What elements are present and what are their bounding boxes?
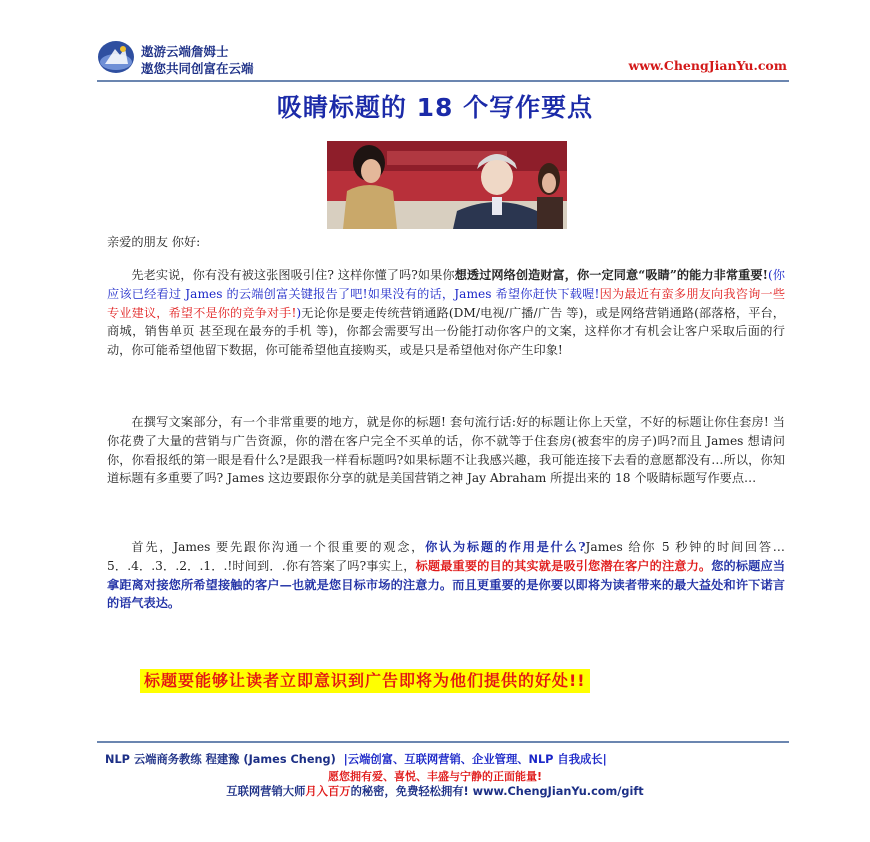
footer-line3-b: 月入百万 [305,785,351,798]
p1-text-e: ) [296,305,302,320]
paragraph-3 [107,538,785,613]
brand-line-1: 遨游云端詹姆士 [141,44,229,59]
brand-line-2: 遨您共同创富在云端 [141,61,254,76]
header-divider [97,80,789,82]
page-title: 吸睛标题的 18 个写作要点 [276,93,594,122]
page-header [97,38,787,80]
greeting: 亲爱的朋友 你好: [107,235,201,249]
paragraph-2 [107,413,785,488]
p2-text: 在撰写文案部分，有一个非常重要的地方，就是你的标题! 套句流行话:好的标题让你上天堂，不好的标题让你住套房! 当你花费了大量的营销与广告资源，你的潜在客户完全不买单的话，你不就等于住套房(被套牢的房子)吗?而且 James 想请问你，你看报纸的第一眼是看什么?是跟我一样看标题吗?如果标题不让我感兴趣，我可能连接下去看的意愿都没有…所以，你知道标题有多重要了吗? James 这边要跟你分享的就是美国营销之神 Jay Abraham 所提出来的 18 个吸睛标题写作要点… [107,415,785,486]
p3-text-a: 首先，James 要先跟你沟通一个很重要的观念， [131,540,426,554]
footer-line3-a: 互联网营销大师 [226,785,306,798]
footer-topics: |云端创富、互联网营销、企业管理、NLP 自我成长| [343,753,607,766]
p1-text-b: 想透过网络创造财富，你一定同意“吸睛”的能力非常重要! [454,268,768,282]
photo-image [327,141,567,229]
p3-text-b: 你认为标题的作用是什么? [425,540,586,554]
footer-line-1 [105,751,607,767]
footer-line-2: 愿您拥有爱、喜悦、丰盛与宁静的正面能量! [327,770,542,783]
footer-line-3 [0,783,870,799]
p1-text-f: 无论你是要走传统营销通路(DM/电视/广播/广告 等)，或是网络营销通路(部落格，平台，商城，销售单页 甚至现在最夯的手机 等)，你都会需要写出一份能打动你客户的文案，这样你才有机会让客户采取后面的行动，你可能希望他留下数据，你可能希望他直接购买，或是只是希望他对你产生印象! [107,305,785,358]
brand-logo-icon [97,40,135,74]
paragraph-1 [107,266,785,360]
footer-divider [97,741,789,743]
highlight-banner: 标题要能够让读者立即意识到广告即将为他们提供的好处!! [140,669,590,693]
p3-text-c: James 给你 5 秒钟的时间回答…5．.4．.3．.2．.1．.!时间到．.你有答案了吗?事实上， [107,540,785,573]
p1-text-c: (你应该已经看过 James 的云端创富关键报告了吧!如果没有的话，James 希望你赶快下载喔! [107,268,785,301]
site-url[interactable]: www.ChengJianYu.com [628,58,787,73]
footer-gift-link[interactable]: 的秘密，免费轻松拥有! www.ChengJianYu.com/gift [350,785,644,798]
p3-text-d: 标题最重要的目的其实就是吸引您潜在客户的注意力。 [415,558,712,573]
footer-author: NLP 云端商务教练 程建豫 (James Cheng) [105,753,336,766]
p3-text-e: 您的标题应当拿距离对接您所希望接触的客户—也就是您目标市场的注意力。而且更重要的是你要以即将为读者带来的最大益处和许下诺言的语气表达。 [107,558,786,611]
p1-text-d: 因为最近有蛮多朋友向我咨询一些专业建议，希望不是你的竞争对手! [107,286,786,320]
p1-text-a: 先老实说，你有没有被这张图吸引住? 这样你懂了吗?如果你 [131,268,455,282]
